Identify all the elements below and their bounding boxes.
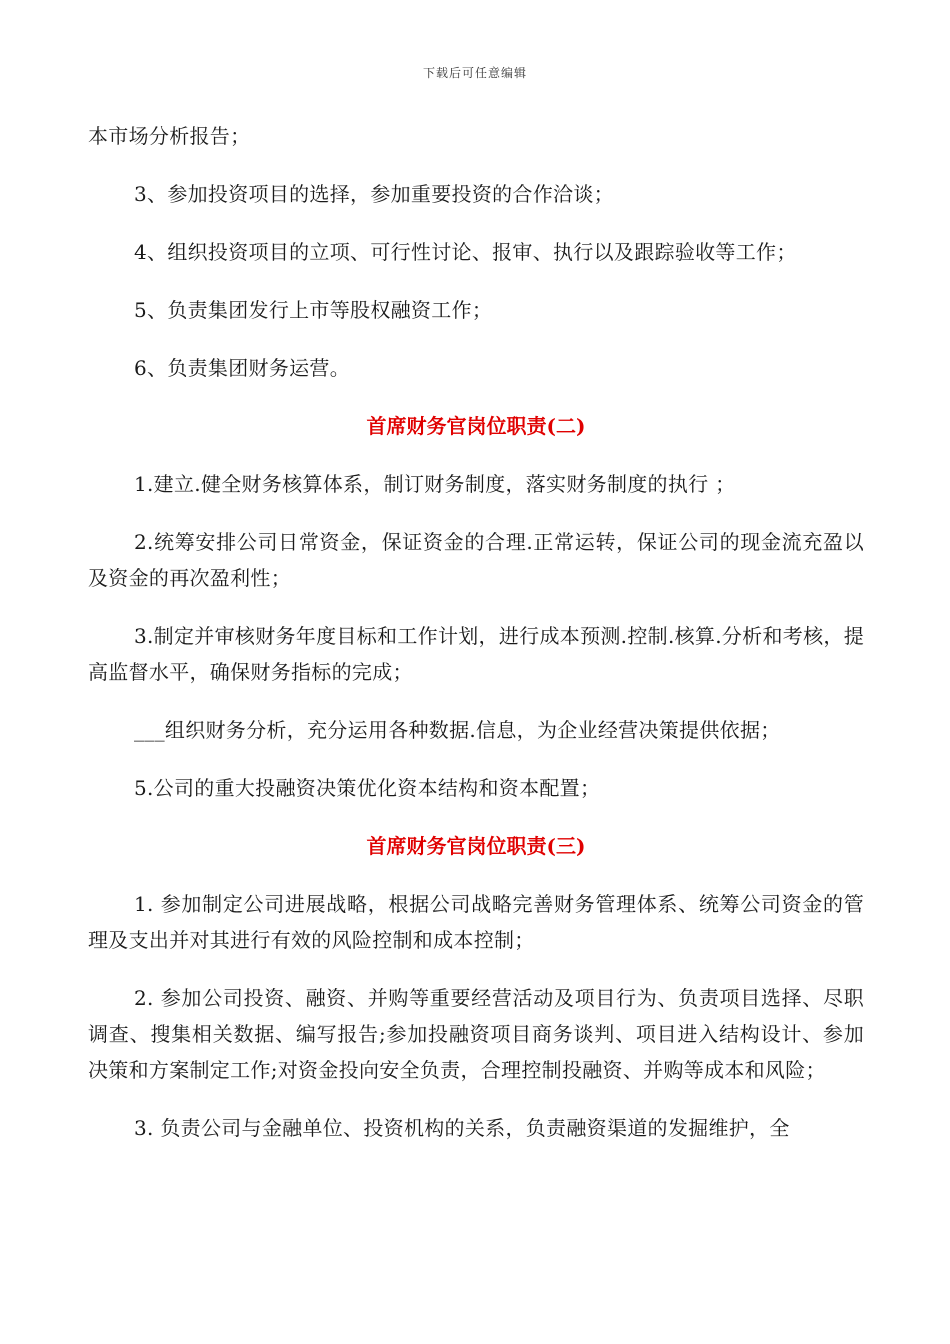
section-heading: 首席财务官岗位职责(三) xyxy=(366,834,586,858)
paragraph: ___组织财务分析，充分运用各种数据.信息，为企业经营决策提供依据； xyxy=(134,718,781,742)
paragraph: 2. 参加公司投资、融资、并购等重要经营活动及项目行为、负责项目选择、尽职调查、搜集相关数据、编写报告;参加投融资项目商务谈判、项目进入结构设计、参加决策和方案制定工作;对资金投向安全负责，合理控制投融资、并购等成本和风险； xyxy=(88,986,864,1082)
section-heading: 首席财务官岗位职责(二) xyxy=(366,414,586,438)
paragraph: 1. 参加制定公司进展战略，根据公司战略完善财务管理体系、统筹公司资金的管理及支出并对其进行有效的风险控制和成本控制； xyxy=(88,892,864,952)
paragraph: 1.建立.健全财务核算体系，制订财务制度，落实财务制度的执行 ； xyxy=(134,472,736,496)
paragraph: 6、负责集团财务运营。 xyxy=(134,356,351,380)
paragraph: 2.统筹安排公司日常资金，保证资金的合理.正常运转，保证公司的现金流充盈以及资金的再次盈利性； xyxy=(88,530,864,590)
page-header: 下载后可任意编辑 xyxy=(422,66,527,80)
paragraph: 5、负责集团发行上市等股权融资工作； xyxy=(134,298,493,322)
paragraph: 3. 负责公司与金融单位、投资机构的关系，负责融资渠道的发掘维护，全 xyxy=(134,1116,790,1140)
paragraph: 3、参加投资项目的选择，参加重要投资的合作洽谈； xyxy=(134,182,614,206)
paragraph: 3.制定并审核财务年度目标和工作计划，进行成本预测.控制.核算.分析和考核，提高监督水平，确保财务指标的完成； xyxy=(88,624,864,684)
paragraph: 5.公司的重大投融资决策优化资本结构和资本配置； xyxy=(134,776,601,800)
document-body xyxy=(88,118,864,1168)
paragraph: 4、组织投资项目的立项、可行性讨论、报审、执行以及跟踪验收等工作； xyxy=(134,240,797,264)
paragraph: 本市场分析报告； xyxy=(88,124,251,148)
